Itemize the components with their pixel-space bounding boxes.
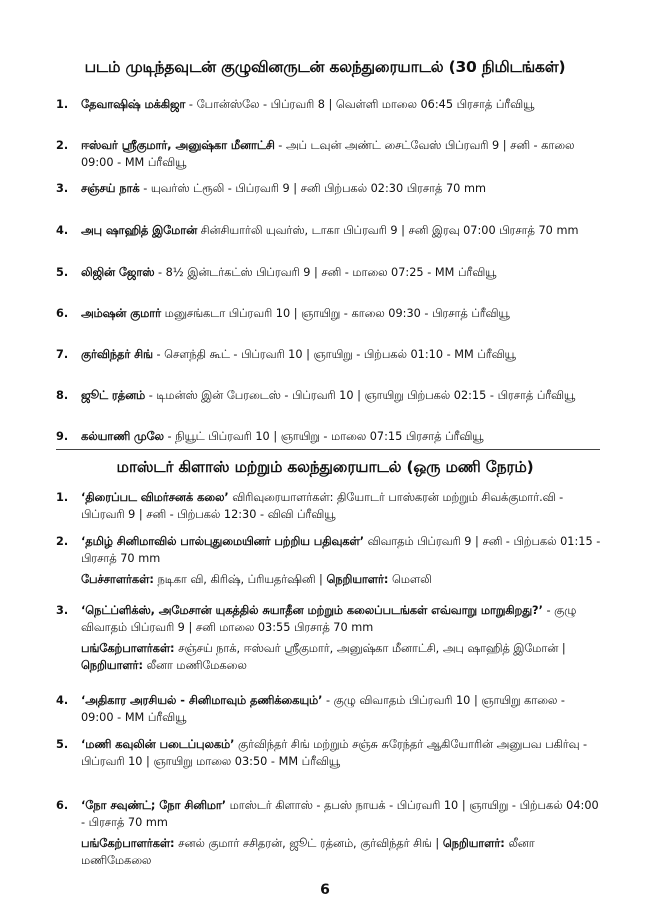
item-number: 7. (56, 348, 69, 361)
list-item (56, 180, 601, 197)
item-name: கல்யாணி முலே (81, 430, 164, 443)
item-name: சஞ்சய் நாக் (81, 182, 140, 195)
item-number: 5. (56, 266, 69, 279)
item-number: 5. (56, 738, 69, 751)
item-participants: பேச்சாளர்கள்: நடிகா வி, கிரிஷ், ப்ரியதர்ஷினி | நெறியாளர்: மௌலி (81, 573, 432, 586)
section-heading-masterclass: மாஸ்டர் கிளாஸ் மற்றும் கலந்துரையாடல் (ஒரு மணி நேரம்) (116, 458, 534, 476)
page-number: 6 (320, 882, 330, 898)
item-detail: குர்விந்தர் சிங் மற்றும் சஞ்சு சுரேந்தர் ஆகியோரின் அனுபவ பகிர்வு - பிப்ரவரி 10 | ஞாயிறு மாலை 03:50 - MM ப்ரீவியூ (81, 738, 588, 768)
item-detail: விவாதம் பிப்ரவரி 9 | சனி - பிற்பகல் 01:15 - பிரசாத் 70 mm (81, 535, 601, 565)
item-title: ‘மணி கவுலின் படைப்புலகம்’ (81, 738, 235, 751)
list-item (56, 96, 601, 113)
item-detail: சின்சியார்லி யுவர்ஸ், டாகா பிப்ரவரி 9 | சனி இரவு 07:00 பிரசாத் 70 mm (197, 224, 579, 237)
item-detail: - போன்ஸ்லே - பிப்ரவரி 8 | வெள்ளி மாலை 06:45 பிரசாத் ப்ரீவியூ (185, 98, 535, 111)
item-participants: பங்கேற்பாளர்கள்: சனல் குமார் சசிதரன், ஜூட் ரத்னம், குர்விந்தர் சிங் | நெறியாளர்: லீனா மணிமேகலை (81, 837, 535, 867)
item-number: 6. (56, 307, 69, 320)
list-item (56, 533, 601, 588)
list-item (56, 489, 601, 523)
item-name: அம்ஷன் குமார் (81, 307, 162, 320)
item-number: 3. (56, 182, 69, 195)
item-title: ‘நெட்ப்ளிக்ஸ், அமேசான் யுகத்தில் சுயாதீன மற்றும் கலைப்படங்கள் எவ்வாறு மாறுகிறது?’ (81, 604, 543, 617)
item-participants: பங்கேற்பாளர்கள்: சஞ்சய் நாக், ஈஸ்வர் ஸ்ரீகுமார், அனுஷ்கா மீனாட்சி, அபு ஷாஹித் இமோன் | நெறியாளர்: லீனா மணிமேகலை (81, 642, 566, 672)
list-item (56, 137, 601, 171)
item-detail: - நியூட் பிப்ரவரி 10 | ஞாயிறு - மாலை 07:15 பிரசாத் ப்ரீவியூ (163, 430, 484, 443)
list-item (56, 387, 601, 404)
item-name: குர்விந்தர் சிங் (81, 348, 153, 361)
list-item (56, 222, 601, 239)
list-item (56, 692, 601, 726)
item-detail: - யுவர்ஸ் ட்ரூலி - பிப்ரவரி 9 | சனி பிற்பகல் 02:30 பிரசாத் 70 mm (139, 182, 486, 195)
list-item (56, 602, 601, 674)
list-item (56, 736, 601, 770)
item-number: 6. (56, 799, 69, 812)
item-number: 3. (56, 604, 69, 617)
section-divider (56, 449, 600, 450)
item-detail: - குழு விவாதம் பிப்ரவரி 10 | ஞாயிறு காலை - 09:00 - MM ப்ரீவியூ (81, 694, 565, 724)
item-detail: விரிவுரையாளர்கள்: தியோடர் பாஸ்கரன் மற்றும் சிவக்குமார்.வி - பிப்ரவரி 9 | சனி - பிற்பகல் 12:30 - விவி ப்ரீவியூ (81, 491, 564, 521)
item-detail: - டிமன்ஸ் இன் பேரடைஸ் - பிப்ரவரி 10 | ஞாயிறு பிற்பகல் 02:15 - பிரசாத் ப்ரீவியூ (145, 389, 576, 402)
item-name: அபு ஷாஹித் இமோன் (81, 224, 198, 237)
item-name: ஜூட் ரத்னம் (81, 389, 146, 402)
list-item (56, 346, 601, 363)
item-number: 4. (56, 694, 69, 707)
item-title: ‘நோ சவுண்ட்; நோ சினிமா’ (81, 799, 227, 812)
item-detail: - குழு விவாதம் பிப்ரவரி 9 | சனி மாலை 03:55 பிரசாத் 70 mm (81, 604, 577, 634)
item-number: 1. (56, 98, 69, 111)
item-title: ‘அதிகார அரசியல் - சினிமாவும் தணிக்கையும்’ (81, 694, 323, 707)
section-heading-discussions: படம் முடிந்தவுடன் குழுவினருடன் கலந்துரையாடல் (30 நிமிடங்கள்) (84, 58, 566, 76)
item-name: தேவாஷிஷ் மக்கிஜா (81, 98, 186, 111)
list-item (56, 264, 601, 281)
item-name: ஈஸ்வர் ஸ்ரீகுமார், அனுஷ்கா மீனாட்சி (81, 139, 275, 152)
item-number: 9. (56, 430, 69, 443)
item-number: 8. (56, 389, 69, 402)
item-detail: - சௌந்தி கூட் - பிப்ரவரி 10 | ஞாயிறு - பிற்பகல் 01:10 - MM ப்ரீவியூ (152, 348, 516, 361)
list-item (56, 797, 601, 869)
item-number: 1. (56, 491, 69, 504)
item-name: லிஜின் ஜோஸ் (81, 266, 155, 279)
list-item (56, 305, 601, 322)
item-detail: - அப் டவுன் அண்ட் சைட்வேஸ் பிப்ரவரி 9 | சனி - காலை 09:00 - MM ப்ரீவியூ (81, 139, 575, 169)
list-item (56, 428, 601, 445)
item-number: 4. (56, 224, 69, 237)
item-number: 2. (56, 139, 69, 152)
item-number: 2. (56, 535, 69, 548)
item-title: ‘திரைப்பட விமர்சனக் கலை’ (81, 491, 229, 504)
item-title: ‘தமிழ் சினிமாவில் பால்புதுமையினர் பற்றிய பதிவுகள்’ (81, 535, 364, 548)
item-detail: மாஸ்டர் கிளாஸ் - தபஸ் நாயக் - பிப்ரவரி 10 | ஞாயிறு - பிற்பகல் 04:00 - பிரசாத் 70 mm (81, 799, 599, 829)
item-detail: - 8½ இன்டர்கட்ஸ் பிப்ரவரி 9 | சனி - மாலை 07:25 - MM ப்ரீவியூ (154, 266, 497, 279)
item-detail: மனுசங்கடா பிப்ரவரி 10 | ஞாயிறு - காலை 09:30 - பிரசாத் ப்ரீவியூ (161, 307, 510, 320)
